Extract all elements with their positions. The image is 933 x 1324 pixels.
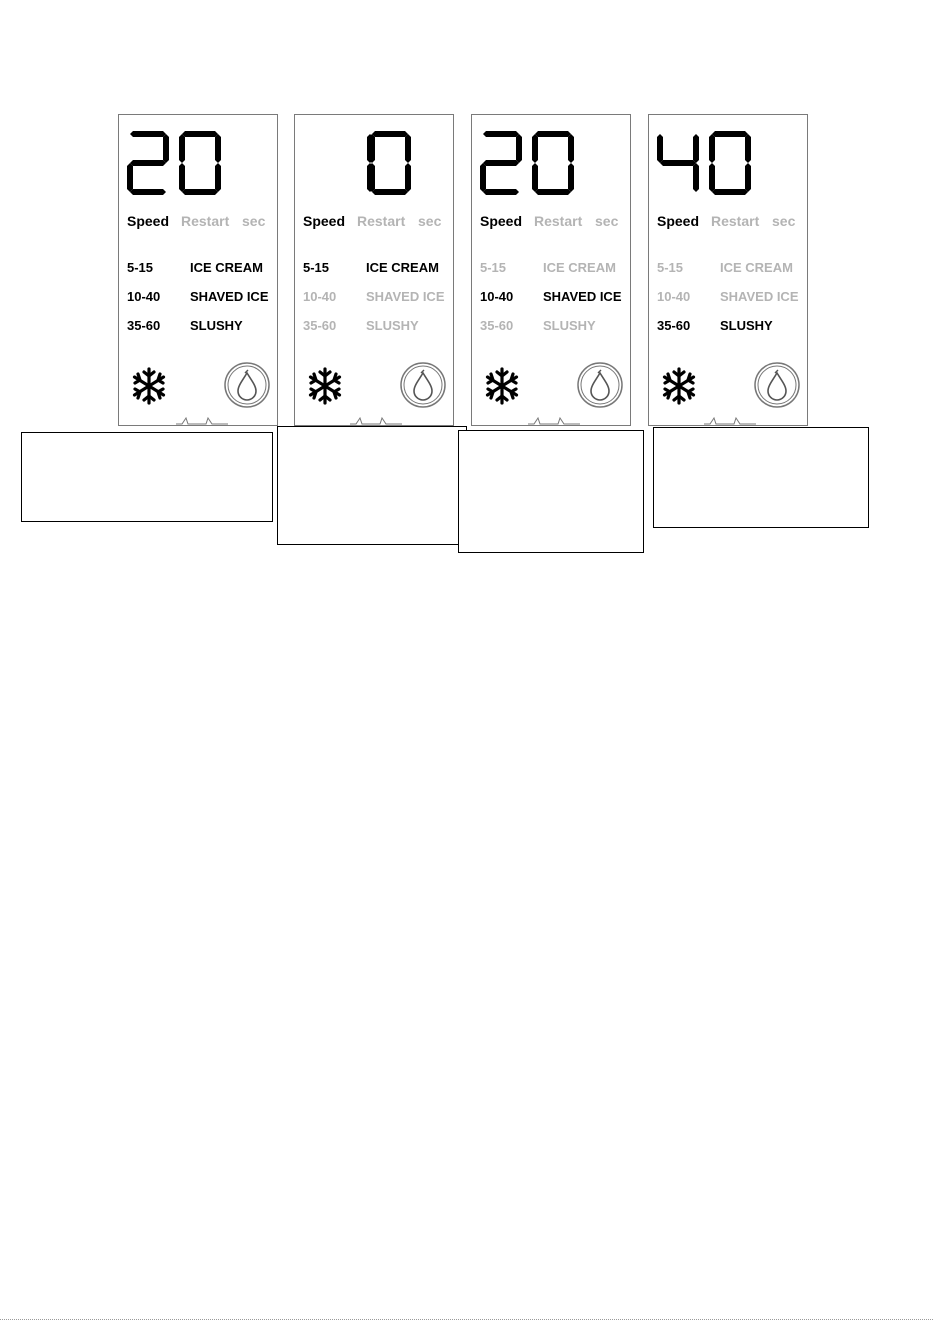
page-footer-rule bbox=[0, 1319, 933, 1320]
digit-segment bbox=[483, 189, 519, 195]
mode-row bbox=[119, 260, 277, 278]
digit-segment bbox=[130, 131, 166, 137]
mode-name: SHAVED ICE bbox=[190, 289, 269, 304]
digit-segment bbox=[745, 163, 751, 192]
digit-segment bbox=[693, 134, 699, 163]
mode-name: ICE CREAM bbox=[190, 260, 263, 275]
sec-label: sec bbox=[242, 213, 266, 229]
digit-segment bbox=[535, 131, 571, 137]
seven-segment-display bbox=[472, 131, 630, 199]
digit-segment bbox=[179, 163, 185, 192]
display-panel-2 bbox=[294, 114, 454, 426]
sec-label: sec bbox=[595, 213, 619, 229]
panel-tab-notch bbox=[704, 410, 756, 428]
seven-segment-display bbox=[309, 131, 467, 199]
mode-row bbox=[649, 289, 807, 307]
digit-segment bbox=[369, 134, 375, 163]
digit-segment bbox=[532, 163, 538, 192]
callout-box-2 bbox=[277, 426, 467, 545]
display-panel-1 bbox=[118, 114, 278, 426]
callout-box-4 bbox=[653, 427, 869, 528]
digit-segment bbox=[405, 163, 411, 192]
seven-segment-display bbox=[649, 131, 807, 199]
digit-segment bbox=[130, 160, 166, 166]
restart-label: Restart bbox=[357, 213, 406, 229]
snowflake-icon[interactable] bbox=[484, 367, 520, 405]
mode-name: SHAVED ICE bbox=[543, 289, 622, 304]
digit-segment bbox=[215, 134, 221, 163]
digit-segment bbox=[480, 163, 486, 192]
digit-segment bbox=[405, 134, 411, 163]
mode-range: 35-60 bbox=[127, 318, 161, 333]
mode-range: 10-40 bbox=[127, 289, 161, 304]
mode-row bbox=[472, 260, 630, 278]
water-drop-icon[interactable] bbox=[399, 361, 447, 409]
digit-segment bbox=[532, 134, 538, 163]
digit-segment bbox=[535, 189, 571, 195]
water-drop-icon[interactable] bbox=[753, 361, 801, 409]
mode-name: ICE CREAM bbox=[720, 260, 793, 275]
digit-segment bbox=[215, 163, 221, 192]
mode-range: 35-60 bbox=[303, 318, 337, 333]
restart-label: Restart bbox=[711, 213, 760, 229]
mode-name: SHAVED ICE bbox=[720, 289, 799, 304]
digit-segment bbox=[516, 134, 522, 163]
mode-name: SLUSHY bbox=[720, 318, 773, 333]
mode-range: 5-15 bbox=[127, 260, 154, 275]
mode-range: 35-60 bbox=[480, 318, 514, 333]
seven-segment-display bbox=[119, 131, 277, 199]
mode-range: 5-15 bbox=[303, 260, 330, 275]
status-labels bbox=[649, 213, 807, 233]
mode-name: ICE CREAM bbox=[543, 260, 616, 275]
mode-range: 35-60 bbox=[657, 318, 691, 333]
digit-segment bbox=[745, 134, 751, 163]
mode-row bbox=[472, 289, 630, 307]
mode-row bbox=[472, 318, 630, 336]
digit-segment bbox=[709, 134, 715, 163]
digit-segment bbox=[483, 160, 519, 166]
display-panel-3 bbox=[471, 114, 631, 426]
callout-box-3 bbox=[458, 430, 644, 553]
mode-row bbox=[649, 318, 807, 336]
digit-segment bbox=[372, 131, 408, 137]
mode-name: SHAVED ICE bbox=[366, 289, 445, 304]
snowflake-icon[interactable] bbox=[131, 367, 167, 405]
sec-label: sec bbox=[772, 213, 796, 229]
mode-range: 5-15 bbox=[657, 260, 684, 275]
mode-name: SLUSHY bbox=[543, 318, 596, 333]
speed-label: Speed bbox=[657, 213, 700, 229]
status-labels bbox=[119, 213, 277, 233]
panel-tab-notch bbox=[528, 410, 580, 428]
digit-segment bbox=[660, 160, 696, 166]
mode-range: 5-15 bbox=[480, 260, 507, 275]
digit-segment bbox=[712, 189, 748, 195]
digit-segment bbox=[568, 163, 574, 192]
sec-label: sec bbox=[418, 213, 442, 229]
digit-segment bbox=[568, 134, 574, 163]
speed-label: Speed bbox=[303, 213, 346, 229]
snowflake-icon[interactable] bbox=[661, 367, 697, 405]
digit-segment bbox=[709, 163, 715, 192]
mode-range: 10-40 bbox=[480, 289, 514, 304]
status-labels bbox=[295, 213, 453, 233]
mode-range: 10-40 bbox=[303, 289, 337, 304]
digit-segment bbox=[179, 134, 185, 163]
mode-row bbox=[295, 260, 453, 278]
digit-segment bbox=[127, 163, 133, 192]
digit-segment bbox=[163, 134, 169, 163]
digit-segment bbox=[657, 134, 663, 163]
mode-name: SLUSHY bbox=[366, 318, 419, 333]
water-drop-icon[interactable] bbox=[576, 361, 624, 409]
mode-row bbox=[295, 289, 453, 307]
mode-row bbox=[295, 318, 453, 336]
digit-segment bbox=[712, 131, 748, 137]
mode-row bbox=[119, 289, 277, 307]
mode-name: SLUSHY bbox=[190, 318, 243, 333]
digit-segment bbox=[369, 163, 375, 192]
restart-label: Restart bbox=[534, 213, 583, 229]
water-drop-icon[interactable] bbox=[223, 361, 271, 409]
mode-name: ICE CREAM bbox=[366, 260, 439, 275]
digit-segment bbox=[182, 189, 218, 195]
digit-segment bbox=[130, 189, 166, 195]
speed-label: Speed bbox=[480, 213, 523, 229]
speed-label: Speed bbox=[127, 213, 170, 229]
mode-row bbox=[649, 260, 807, 278]
display-panel-4 bbox=[648, 114, 808, 426]
mode-range: 10-40 bbox=[657, 289, 691, 304]
digit-segment bbox=[483, 131, 519, 137]
digit-segment bbox=[182, 131, 218, 137]
digit-segment bbox=[693, 163, 699, 192]
status-labels bbox=[472, 213, 630, 233]
restart-label: Restart bbox=[181, 213, 230, 229]
panel-tab-notch bbox=[176, 410, 228, 428]
mode-row bbox=[119, 318, 277, 336]
callout-box-1 bbox=[21, 432, 273, 522]
snowflake-icon[interactable] bbox=[307, 367, 343, 405]
digit-segment bbox=[372, 189, 408, 195]
